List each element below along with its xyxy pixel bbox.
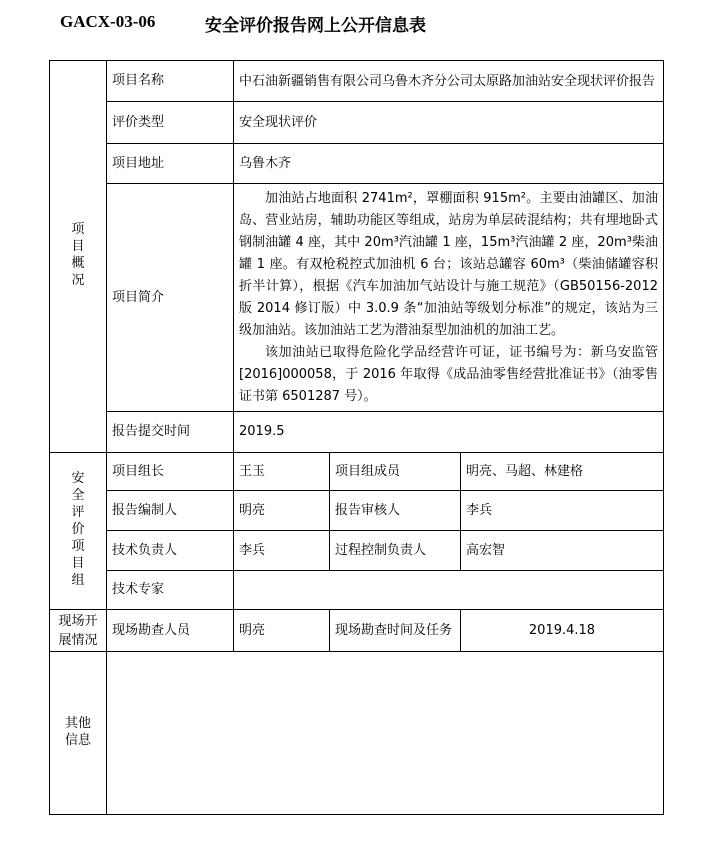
project-name-row	[50, 61, 664, 102]
submit-time-label: 报告提交时间	[107, 412, 234, 453]
surveyor-label: 现场勘查人员	[107, 610, 234, 652]
process-lead-value: 高宏智	[461, 531, 664, 571]
other-info-value	[107, 652, 664, 815]
other-info-row	[50, 652, 664, 815]
project-address-row	[50, 144, 664, 184]
document-header	[0, 0, 714, 40]
disclosure-table	[49, 60, 664, 815]
reviewer-value: 李兵	[461, 491, 664, 531]
author-value: 明亮	[234, 491, 330, 531]
team-section	[50, 453, 107, 610]
reviewer-label: 报告审核人	[330, 491, 461, 531]
leader-label: 项目组长	[107, 453, 234, 491]
submit-time-value: 2019.5	[234, 412, 664, 453]
author-label: 报告编制人	[107, 491, 234, 531]
evaluation-type-row	[50, 102, 664, 144]
project-address-label: 项目地址	[107, 144, 234, 184]
evaluation-type-label: 评价类型	[107, 102, 234, 144]
expert-label: 技术专家	[107, 571, 234, 610]
submit-time-row	[50, 412, 664, 453]
other-info-label: 其他信息	[64, 715, 91, 748]
evaluation-type-value: 安全现状评价	[234, 102, 664, 144]
tech-lead-value: 李兵	[234, 531, 330, 571]
site-section-label: 现场开展情况	[50, 610, 107, 652]
form-code: GACX-03-06	[60, 12, 156, 31]
tech-lead-label: 技术负责人	[107, 531, 234, 571]
expert-row	[50, 571, 664, 610]
project-intro-paragraph: 加油站占地面积 2741m²，罩棚面积 915m²。主要由油罐区、加油岛、营业站房，辅助功能区等组成，站房为单层砖混结构；共有埋地卧式钢制油罐 4 座，其中 20m³汽油罐 1 座，15m³汽油罐 2 座，20m³柴油罐 1 座。有双枪税控式加油机 6 台；该站总罐容 60m³（柴油储罐容积折半计算），根据《汽车加油加气站设计与施工规范》（GB50156-2012 版 2014 修订版）中 3.0.9 条“加油站等级划分标准”的规定，该站为三级加油站。该加油站工艺为潜油泵型加油机的加油工艺。	[239, 190, 658, 338]
author-row	[50, 491, 664, 531]
project-overview-label: 项目概况	[71, 222, 85, 288]
tech-lead-row	[50, 531, 664, 571]
project-intro-label: 项目简介	[107, 184, 234, 412]
members-label: 项目组成员	[330, 453, 461, 491]
surveyor-value: 明亮	[234, 610, 330, 652]
team-leader-row	[50, 453, 664, 491]
project-name-label: 项目名称	[107, 61, 234, 102]
project-intro-row	[50, 184, 664, 412]
site-survey-row	[50, 610, 664, 652]
project-intro-paragraph: 该加油站已取得危险化学品经营许可证，证书编号为：新乌安监管[2016]000058，于 2016 年取得《成品油零售经营批准证书》（油零售证书第 6501287 号）。	[239, 344, 658, 404]
project-overview-section	[50, 61, 107, 453]
project-name-value: 中石油新疆销售有限公司乌鲁木齐分公司太原路加油站安全现状评价报告	[234, 61, 664, 102]
leader-value: 王玉	[234, 453, 330, 491]
expert-value	[234, 571, 664, 610]
process-lead-label: 过程控制负责人	[330, 531, 461, 571]
other-info-section	[50, 652, 107, 815]
form-title: 安全评价报告网上公开信息表	[205, 16, 426, 36]
survey-time-value: 2019.4.18	[461, 610, 664, 652]
project-address-value: 乌鲁木齐	[234, 144, 664, 184]
project-intro-value	[234, 184, 664, 412]
team-section-label: 安全评价项目组	[71, 471, 85, 588]
members-value: 明亮、马超、林建格	[461, 453, 664, 491]
survey-time-label: 现场勘查时间及任务	[330, 610, 461, 652]
